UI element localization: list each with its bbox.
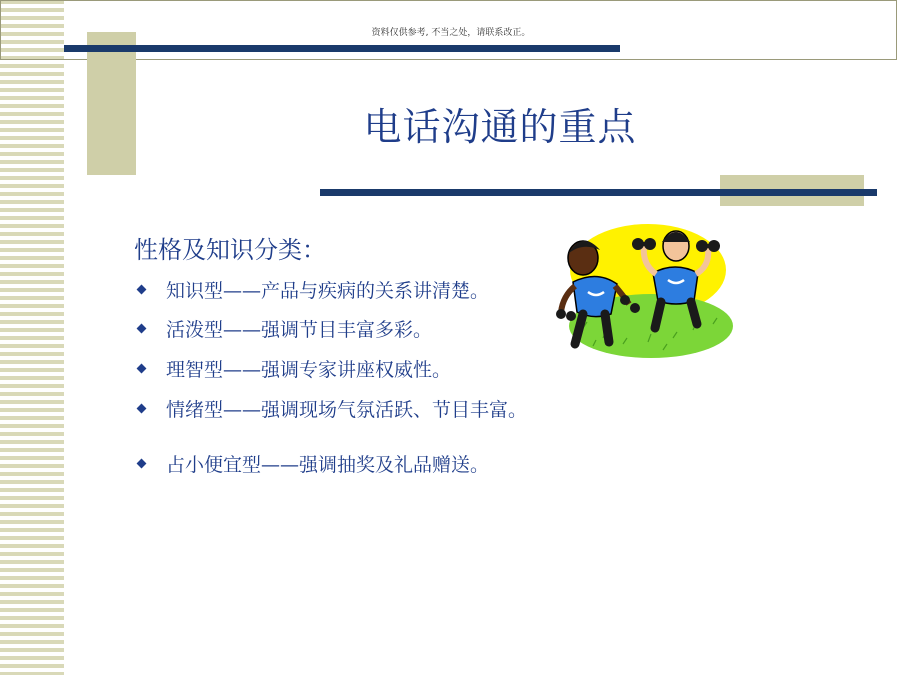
bullet-text: 情绪型——强调现场气氛活跃、节目丰富。: [166, 399, 528, 421]
diamond-bullet-icon: [137, 324, 147, 334]
section-subheading: 性格及知识分类：: [134, 236, 326, 264]
exercise-clipart-image: [553, 218, 733, 364]
bullet-text: 活泼型——强调节目丰富多彩。: [166, 319, 433, 341]
diamond-bullet-icon: [137, 364, 147, 374]
watermark-text: 资料仅供参考, 不当之处，请联系改正。: [371, 28, 531, 38]
bullet-item: [134, 450, 489, 477]
bullet-item: [134, 355, 451, 382]
bullet-text: 知识型——产品与疾病的关系讲清楚。: [166, 280, 490, 302]
bullet-item: [134, 395, 527, 422]
bullet-item: [134, 315, 432, 342]
diamond-bullet-icon: [137, 459, 147, 469]
decorative-stripe-column: [0, 0, 64, 675]
slide-title: 电话沟通的重点: [363, 105, 637, 149]
bullet-text: 理智型——强调专家讲座权威性。: [166, 359, 452, 381]
decorative-bar-mid: [320, 189, 877, 196]
bullet-text: 占小便宜型——强调抽奖及礼品赠送。: [166, 454, 490, 476]
bullet-item: [134, 276, 489, 303]
decorative-bar-top: [64, 45, 620, 52]
diamond-bullet-icon: [137, 285, 147, 295]
diamond-bullet-icon: [137, 404, 147, 414]
decorative-block-left: [87, 32, 136, 175]
